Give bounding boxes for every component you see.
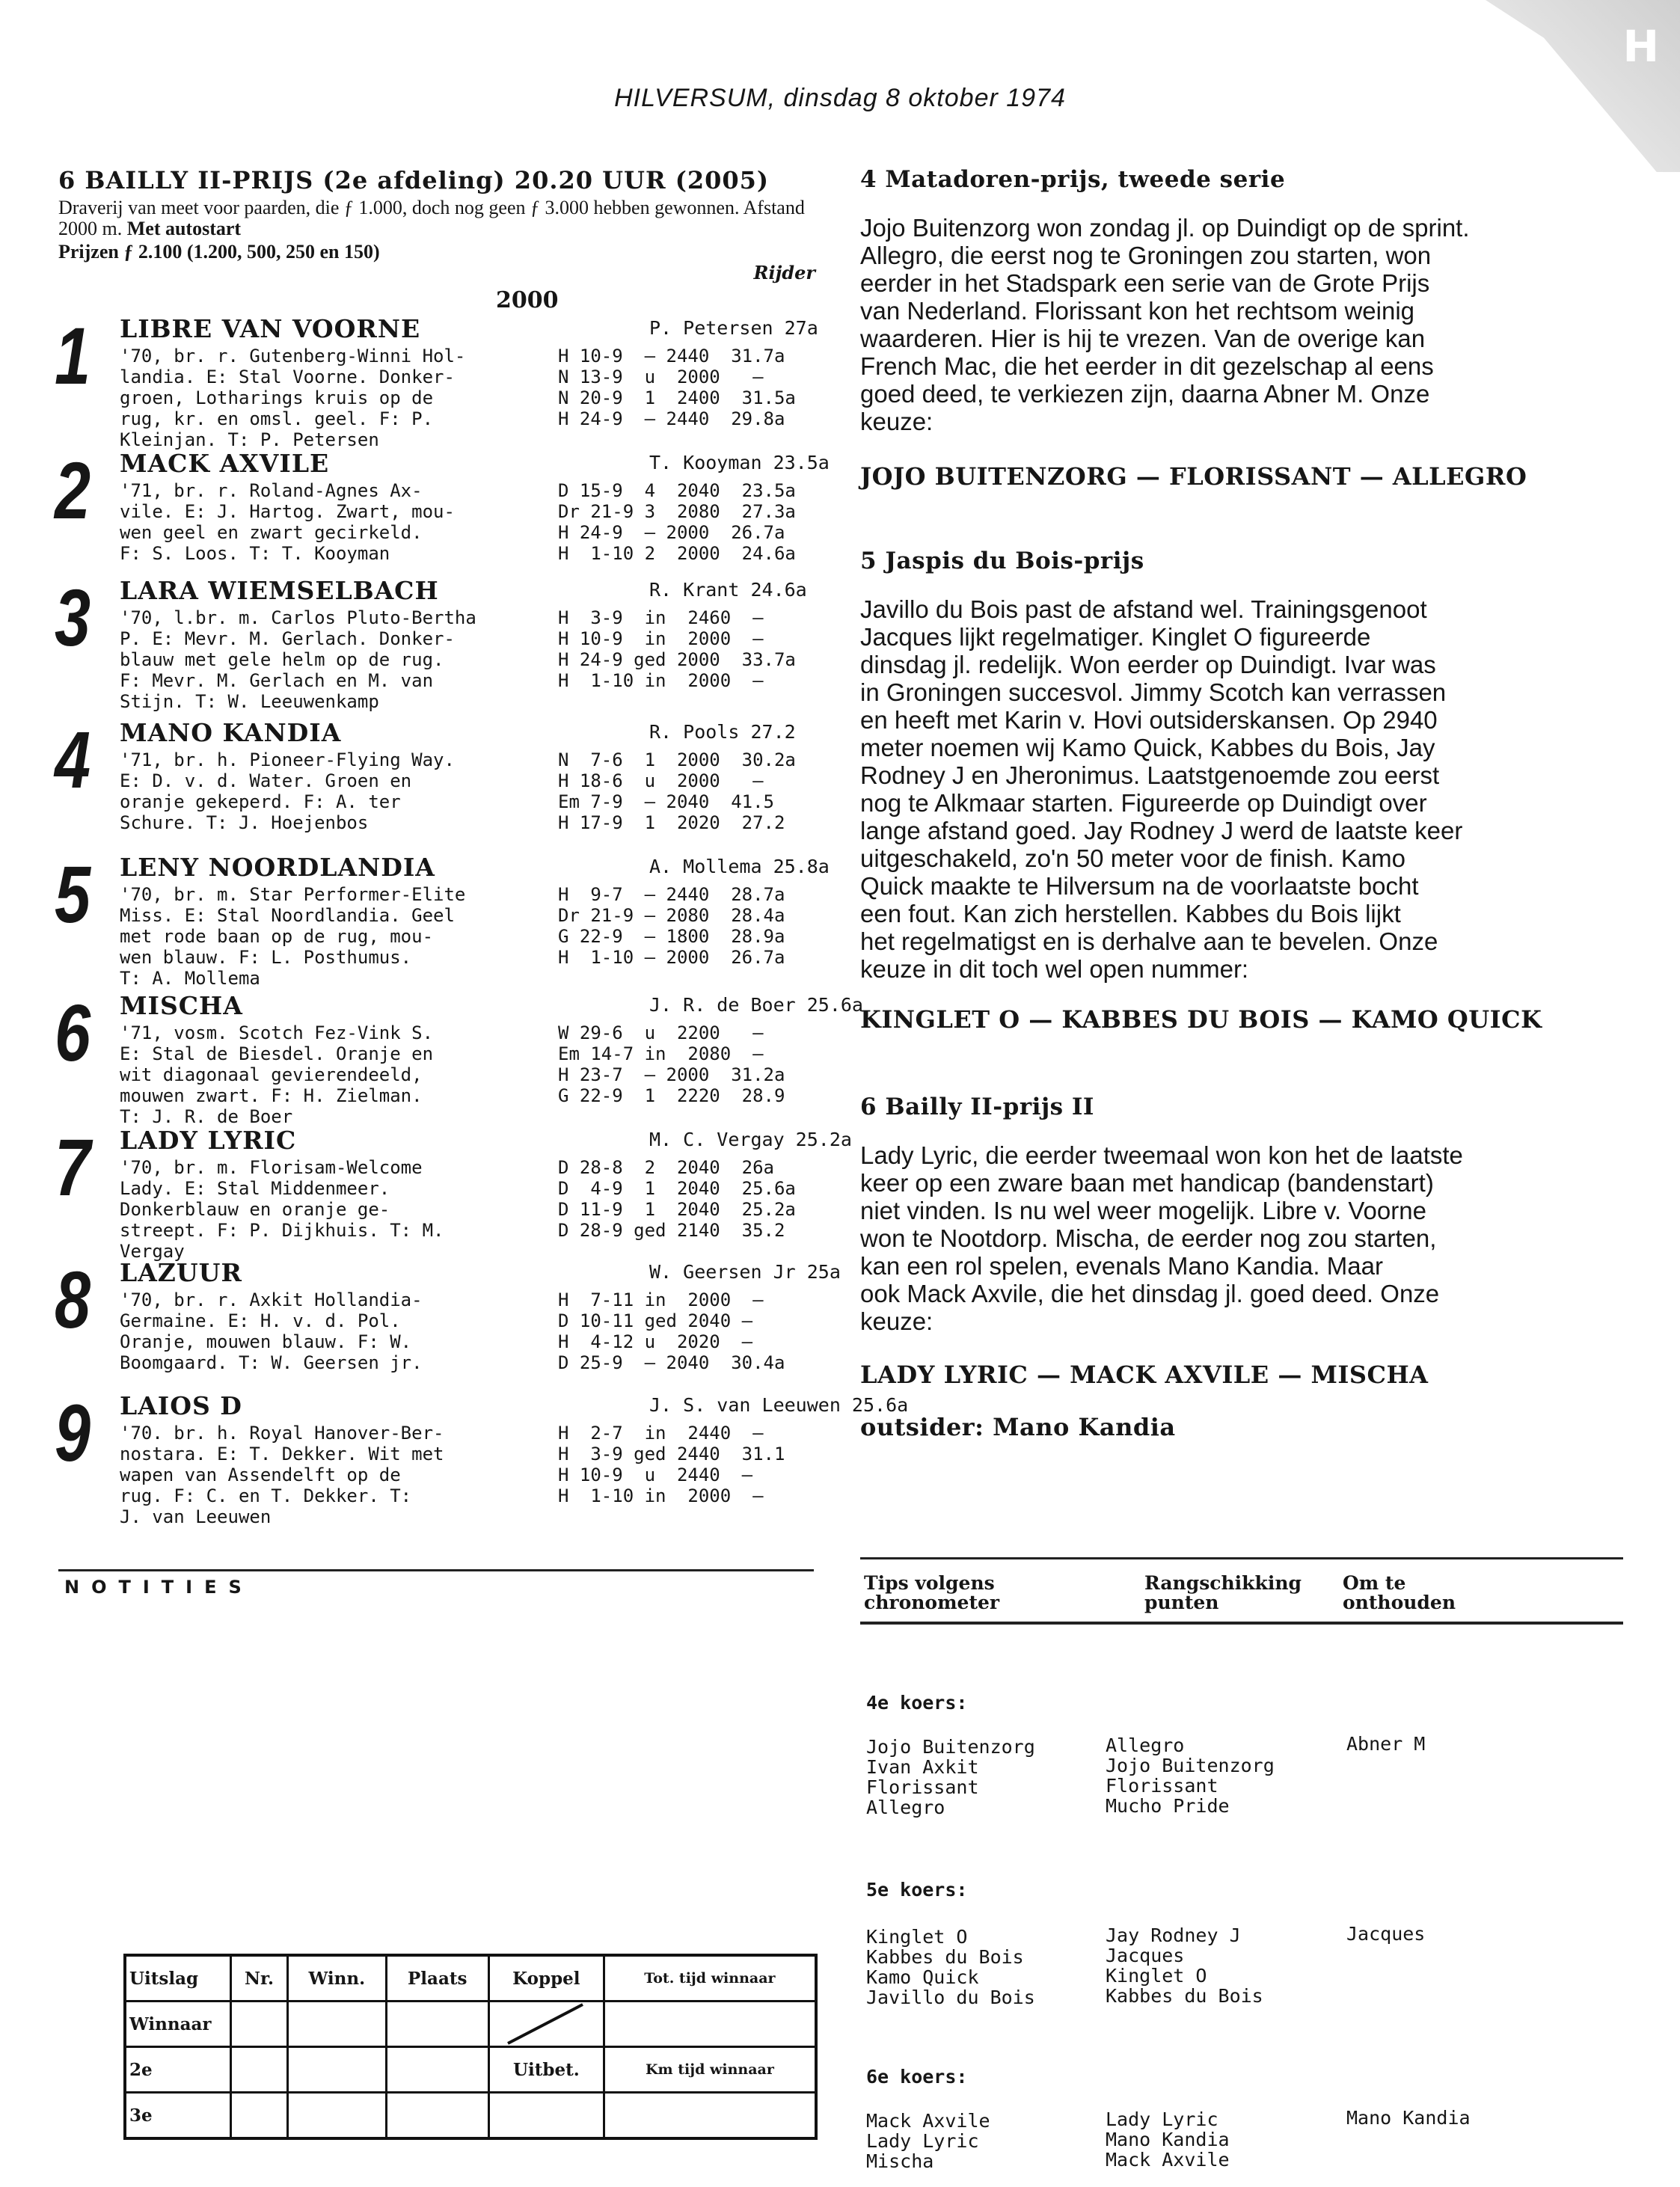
koers-label: 5e koers:	[866, 1879, 968, 1901]
horse-name: MANO KANDIA	[120, 718, 342, 747]
section-outsider: outsider: Mano Kandia	[860, 1413, 1176, 1441]
horse-number: 4	[55, 714, 91, 805]
km-tijd-label: Km tijd winnaar	[604, 2047, 816, 2093]
race-start-type: Met autostart	[126, 218, 242, 239]
horse-number: 7	[55, 1122, 91, 1212]
horse-description: '70, br. r. Axkit Hollandia- Germaine. E: H. v. d. Pol. Oranje, mouwen blauw. F: W. Boomgaard. T: W. Geersen jr.	[120, 1289, 423, 1373]
koers-onthouden: Abner M	[1346, 1733, 1426, 1755]
horse-results: H 10-9 — 2440 31.7a N 13-9 u 2000 — N 20-9 1 2400 31.5a H 24-9 — 2440 29.8a	[558, 346, 796, 429]
horse-jockey: R. Krant 24.6a	[649, 579, 807, 601]
horse-description: '70, br. m. Star Performer-Elite Miss. E: Stal Noordlandia. Geel met rode baan op de rug, mou- wen blauw. F: L. Posthumus. T: A. Mollema	[120, 884, 466, 989]
koers-punten-list: Allegro Jojo Buitenzorg Florissant Mucho Pride	[1106, 1734, 1275, 1817]
cell-empty[interactable]	[604, 2093, 816, 2139]
horse-results: D 28-8 2 2040 26a D 4-9 1 2040 25.6a D 11-9 1 2040 25.2a D 28-9 ged 2140 35.2	[558, 1157, 796, 1241]
horse-description: '70. br. h. Royal Hanover-Ber- nostara. E: T. Dekker. Wit met wapen van Assendelft op de rug. F: C. en T. Dekker. T: J. van Leeuwen	[120, 1423, 444, 1527]
horse-name: LIBRE VAN VOORNE	[120, 314, 421, 343]
cell-empty[interactable]	[386, 2093, 488, 2139]
horse-results: H 3-9 in 2460 — H 10-9 in 2000 — H 24-9 ged 2000 33.7a H 1-10 in 2000 —	[558, 607, 796, 691]
cell-empty[interactable]	[386, 2047, 488, 2093]
horse-jockey: W. Geersen Jr 25a	[649, 1261, 841, 1283]
horse-results: W 29-6 u 2200 — Em 14-7 in 2080 — H 23-7 — 2000 31.2a G 22-9 1 2220 28.9	[558, 1022, 785, 1106]
race-description	[58, 197, 814, 239]
horse-jockey: P. Petersen 27a	[649, 317, 818, 339]
corner-letter: H	[1622, 21, 1659, 72]
koers-chrono-list: Jojo Buitenzorg Ivan Axkit Florissant Allegro	[866, 1736, 1035, 1818]
horse-name: LENY NOORDLANDIA	[120, 853, 435, 882]
horse-name: LAIOS D	[120, 1391, 242, 1420]
horse-results: N 7-6 1 2000 30.2a H 18-6 u 2000 — Em 7-9 — 2040 41.5 H 17-9 1 2020 27.2	[558, 749, 796, 833]
cell-empty[interactable]	[288, 2093, 387, 2139]
tips-header-chronometer: Tips volgens chronometer	[864, 1572, 1000, 1613]
results-table	[123, 1954, 818, 2140]
cell-empty[interactable]	[231, 2002, 288, 2047]
race-prizes: Prijzen ƒ 2.100 (1.200, 500, 250 en 150)	[58, 241, 380, 263]
horse-jockey: T. Kooyman 23.5a	[649, 452, 830, 473]
horse-name: LAZUUR	[120, 1258, 242, 1287]
koers-punten-list: Lady Lyric Mano Kandia Mack Axvile	[1106, 2108, 1230, 2171]
notities-label: NOTITIES	[64, 1577, 254, 1598]
results-row-2e	[125, 2047, 816, 2093]
header-uitslag: Uitslag	[125, 1955, 231, 2002]
results-box	[123, 1954, 818, 2140]
horse-description: '71, br. r. Roland-Agnes Ax- vile. E: J. Hartog. Zwart, mou- wen geel en zwart gecirkeld. F: S. Loos. T: T. Kooyman	[120, 480, 455, 564]
results-row-3e	[125, 2093, 816, 2139]
horse-jockey: A. Mollema 25.8a	[649, 856, 830, 877]
koers-label: 6e koers:	[866, 2066, 968, 2088]
koers-onthouden: Jacques	[1346, 1923, 1426, 1945]
header-winn: Winn.	[288, 1955, 387, 2002]
section-text: Jojo Buitenzorg won zondag jl. op Duindigt op de sprint. Allegro, die eerst nog te Groningen zou starten, won eerder in het Stadspark een serie van de Grote Prijs van Nederland. Florissant kon het rechtsom weinig waarderen. Hier is hij te vrezen. Van de overige kan French Mac, die het eerder in dit gezelschap al eens goed deed, te verkiezen zijn, daarna Abner M. Onze keuze:	[860, 214, 1470, 435]
cell-empty[interactable]	[231, 2047, 288, 2093]
tips-header-onthouden: Om te onthouden	[1343, 1572, 1456, 1613]
page-header: HILVERSUM, dinsdag 8 oktober 1974	[614, 84, 1066, 112]
row-label-3e: 3e	[125, 2093, 231, 2139]
horse-number: 9	[55, 1387, 91, 1478]
rijder-label: Rijder	[753, 262, 815, 283]
horse-jockey: J. S. van Leeuwen 25.6a	[649, 1394, 909, 1416]
horse-number: 2	[55, 445, 91, 536]
tips-divider-top	[860, 1557, 1623, 1559]
section-pick: JOJO BUITENZORG — FLORISSANT — ALLEGRO	[860, 462, 1527, 491]
section-title: 5 Jaspis du Bois-prijs	[860, 547, 1144, 574]
horse-results: D 15-9 4 2040 23.5a Dr 21-9 3 2080 27.3a H 24-9 — 2000 26.7a H 1-10 2 2000 24.6a	[558, 480, 796, 564]
race-title: 6 BAILLY II-PRIJS (2e afdeling) 20.20 UUR (2005)	[58, 166, 770, 194]
horse-name: LADY LYRIC	[120, 1126, 297, 1155]
horse-number: 5	[55, 849, 91, 939]
koppel-slash-cell	[488, 2002, 604, 2047]
section-race-6	[860, 1094, 1463, 1441]
section-title: 6 Bailly II-prijs II	[860, 1094, 1094, 1120]
horse-name: LARA WIEMSELBACH	[120, 576, 439, 605]
tips-header-punten: Rangschikking punten	[1144, 1572, 1302, 1613]
horse-jockey: R. Pools 27.2	[649, 721, 796, 743]
header-nr: Nr.	[231, 1955, 288, 2002]
distance-heading: 2000	[496, 287, 559, 313]
cell-empty[interactable]	[386, 2002, 488, 2047]
horse-jockey: J. R. de Boer 25.6a	[649, 994, 863, 1016]
uitbet-label: Uitbet.	[488, 2047, 604, 2093]
cell-empty[interactable]	[604, 2002, 816, 2047]
results-row-winnaar	[125, 2002, 816, 2047]
section-race-4	[860, 166, 1527, 491]
section-pick: LADY LYRIC — MACK AXVILE — MISCHA	[860, 1361, 1429, 1389]
koers-label: 4e koers:	[866, 1692, 968, 1714]
slash-mark	[493, 2003, 598, 2045]
row-label-2e: 2e	[125, 2047, 231, 2093]
horse-name: MISCHA	[120, 991, 243, 1020]
cell-empty[interactable]	[488, 2093, 604, 2139]
header-koppel: Koppel	[488, 1955, 604, 2002]
header-tot-tijd: Tot. tijd winnaar	[604, 1955, 816, 2002]
horse-results: H 2-7 in 2440 — H 3-9 ged 2440 31.1 H 10-9 u 2440 — H 1-10 in 2000 —	[558, 1423, 785, 1506]
horse-results: H 7-11 in 2000 — D 10-11 ged 2040 — H 4-12 u 2020 — D 25-9 — 2040 30.4a	[558, 1289, 785, 1373]
cell-empty[interactable]	[288, 2047, 387, 2093]
section-title: 4 Matadoren-prijs, tweede serie	[860, 166, 1286, 193]
horse-name: MACK AXVILE	[120, 449, 330, 478]
horse-description: '70, l.br. m. Carlos Pluto-Bertha P. E: Mevr. M. Gerlach. Donker- blauw met gele helm op de rug. F: Mevr. M. Gerlach en M. van Stijn. T: W. Leeuwenkamp	[120, 607, 476, 712]
horse-jockey: M. C. Vergay 25.2a	[649, 1129, 852, 1150]
koers-chrono-list: Kinglet O Kabbes du Bois Kamo Quick Javillo du Bois	[866, 1926, 1035, 2008]
horse-description: '71, br. h. Pioneer-Flying Way. E: D. v. d. Water. Groen en oranje gekeperd. F: A. ter Schure. T: J. Hoejenbos	[120, 749, 455, 833]
koers-punten-list: Jay Rodney J Jacques Kinglet O Kabbes du Bois	[1106, 1924, 1263, 2007]
section-text: Lady Lyric, die eerder tweemaal won kon het de laatste keer op een zware baan met handicap (bandenstart) niet vinden. Is nu wel weer mogelijk. Libre v. Voorne won te Nootdorp. Mischa, de eerder nog zou starten, kan een rol spelen, evenals Mano Kandia. Maar ook Mack Axvile, die het dinsdag jl. goed deed. Onze keuze:	[860, 1141, 1463, 1335]
cell-empty[interactable]	[231, 2093, 288, 2139]
tips-divider-bottom	[860, 1622, 1623, 1625]
row-label-winnaar: Winnaar	[125, 2002, 231, 2047]
koers-chrono-list: Mack Axvile Lady Lyric Mischa	[866, 2110, 990, 2172]
horse-description: '70, br. m. Florisam-Welcome Lady. E: Stal Middenmeer. Donkerblauw en oranje ge- streept. F: P. Dijkhuis. T: M. Vergay	[120, 1157, 444, 1262]
horse-number: 3	[55, 572, 91, 663]
horse-results: H 9-7 — 2440 28.7a Dr 21-9 — 2080 28.4a G 22-9 — 1800 28.9a H 1-10 — 2000 26.7a	[558, 884, 785, 968]
notities-divider	[58, 1569, 814, 1571]
header-plaats: Plaats	[386, 1955, 488, 2002]
horse-description: '71, vosm. Scotch Fez-Vink S. E: Stal de Biesdel. Oranje en wit diagonaal gevierendeeld, mouwen zwart. F: H. Zielman. T: J. R. de Boer	[120, 1022, 434, 1127]
race-conditions: Draverij van meet voor paarden, die ƒ 1.000, doch nog geen ƒ 3.000 hebben gewonnen. Afstand 2000 m.	[58, 197, 805, 239]
section-text: Javillo du Bois past de afstand wel. Trainingsgenoot Jacques lijkt regelmatiger. Kinglet O figureerde dinsdag jl. redelijk. Won eerder op Duindigt. Ivar was in Groningen succesvol. Jimmy Scotch kan verrassen en heeft met Karin v. Hovi outsiderskansen. Op 2940 meter noemen wij Kamo Quick, Kabbes du Bois, Jay Rodney J en Jheronimus. Laatstgenoemde zou eerst nog te Alkmaar starten. Figureerde op Duindigt over lange afstand goed. Jay Rodney J werd de laatste keer uitgeschakeld, zo'n 50 meter voor de finish. Kamo Quick maakte te Hilversum na de voorlaatste bocht een fout. Kan zich herstellen. Kabbes du Bois lijkt het regelmatigst en is derhalve aan te bevelen. Onze keuze in dit toch wel open nummer:	[860, 595, 1463, 983]
results-header-row	[125, 1955, 816, 2002]
section-race-5	[860, 547, 1542, 1034]
horse-number: 8	[55, 1254, 91, 1345]
horse-number: 1	[55, 310, 91, 401]
koers-onthouden: Mano Kandia	[1346, 2107, 1471, 2129]
race-card	[55, 166, 909, 1527]
horse-description: '70, br. r. Gutenberg-Winni Hol- landia. E: Stal Voorne. Donker- groen, Lotharings kruis op de rug, kr. en omsl. geel. F: P. Kleinjan. T: P. Petersen	[120, 346, 466, 450]
section-pick: KINGLET O — KABBES DU BOIS — KAMO QUICK	[860, 1005, 1542, 1034]
horse-number: 6	[55, 987, 91, 1078]
cell-empty[interactable]	[288, 2002, 387, 2047]
